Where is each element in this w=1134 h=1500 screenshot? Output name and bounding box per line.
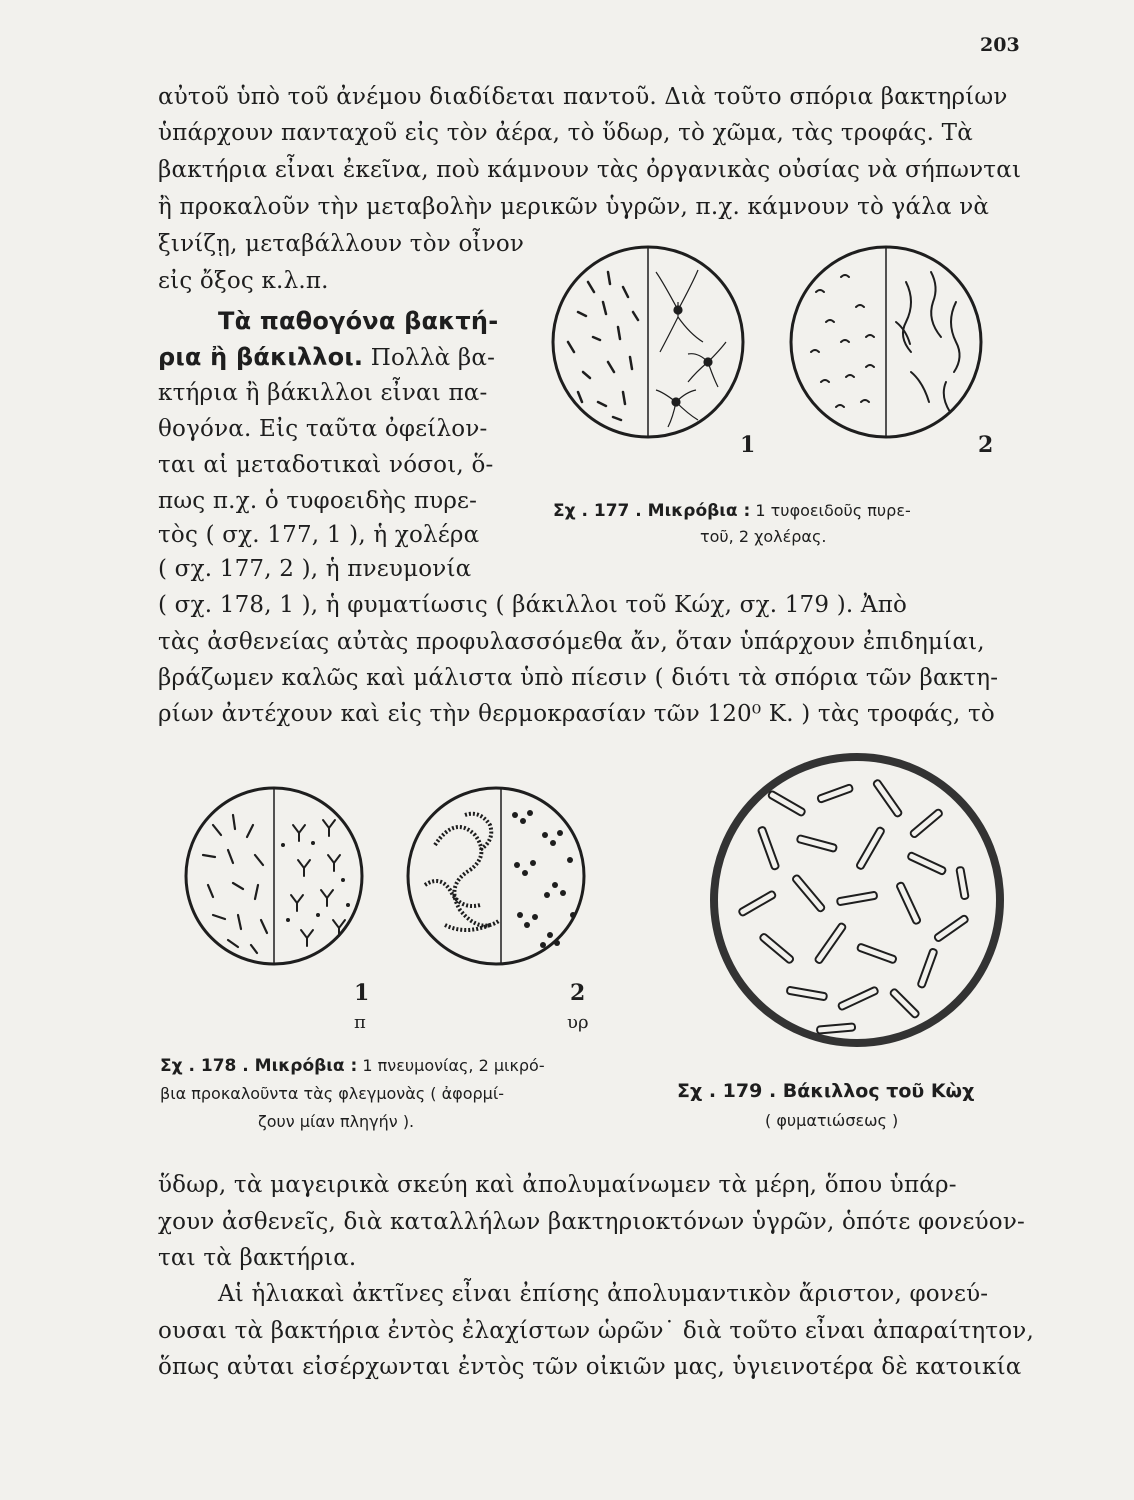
figure-177-caption-line2: τοῦ, 2 χολέρας. [700, 527, 827, 546]
text-line: ται τὰ βακτήρια. [158, 1245, 357, 1271]
figure-178-caption-line3: ζουν μίαν πληγήν ). [258, 1112, 415, 1131]
text-line: ὑπάρχουν πανταχοῦ εἰς τὸν ἀέρα, τὸ ὕδωρ, τὸ χῶμα, τὰς τροφάς. Τὰ [158, 120, 973, 146]
text-line: βράζωμεν καλῶς καὶ μάλιστα ὑπὸ πίεσιν ( διότι τὰ σπόρια τῶν βακτη- [158, 665, 999, 691]
text-line: ( σχ. 177, 2 ), ἡ πνευμονία [158, 556, 472, 582]
text-line: ται αἱ μεταδοτικαὶ νόσοι, ὅ- [158, 452, 494, 478]
figure-178-caption [160, 1055, 545, 1077]
text-line: κτήρια ἢ βάκιλλοι εἶναι πα- [158, 380, 488, 406]
figure-179-caption-line2: ( φυματιώσεως ) [765, 1111, 899, 1130]
text-line: ἢ προκαλοῦν τὴν μεταβολὴν μερικῶν ὑγρῶν, π.χ. κάμνουν τὸ γάλα νὰ [158, 194, 990, 220]
figure-177-label-2: 2 [978, 432, 994, 458]
figure-178-caption-text: 1 πνευμονίας, 2 μικρό- [362, 1056, 545, 1075]
figure-177-typhoid-circle [548, 242, 748, 442]
page-number: 203 [980, 34, 1020, 56]
figure-178-pneumonia-circle [183, 785, 365, 967]
figure-179-caption-title [677, 1080, 974, 1103]
text-fragment: Πολλὰ βα- [370, 345, 496, 371]
figure-179-tuberculosis-circle [707, 750, 1007, 1050]
text-line-with-heading [158, 342, 495, 373]
figure-178-label-1: 1 [354, 980, 370, 1006]
text-line: Αἱ ἡλιακαὶ ἀκτῖνες εἶναι ἐπίσης ἀπολυμαντικὸν ἄριστον, φονεύ- [218, 1281, 989, 1307]
text-line: βακτήρια εἶναι ἐκεῖνα, ποὺ κάμνουν τὰς ὀργανικὰς οὐσίας νὰ σήπωνται [158, 157, 1022, 183]
text-line: ( σχ. 178, 1 ), ἡ φυματίωσις ( βάκιλλοι τοῦ Κώχ, σχ. 179 ). Ἀπὸ [158, 592, 908, 618]
figure-179-caption-title-text: Σχ . 179 . Βάκιλλος τοῦ Κὼχ [677, 1080, 975, 1102]
text-line: ουσαι τὰ βακτήρια ἐντὸς ἐλαχίστων ὡρῶν˙ διὰ τοῦτο εἶναι ἀπαραίτητον, [158, 1318, 1034, 1344]
figure-178-inflammation-circle [405, 785, 587, 967]
figure-178-caption-line2: βια προκαλοῦντα τὰς φλεγμονὰς ( ἀφορμί- [160, 1084, 504, 1103]
figure-177-caption-text: 1 τυφοειδοῦς πυρε- [755, 501, 911, 520]
figure-177-cholera-circle [786, 242, 986, 442]
figure-178-sublabel-1: π [354, 1012, 366, 1033]
text-line: αὐτοῦ ὑπὸ τοῦ ἀνέμου διαδίδεται παντοῦ. Διὰ τοῦτο σπόρια βακτηρίων [158, 84, 1008, 110]
figure-178-caption-title: Σχ . 178 . Μικρόβια : [160, 1056, 358, 1076]
text-line: ξινίζῃ, μεταβάλλουν τὸν οἶνον [158, 231, 525, 257]
figure-177-caption-title: Σχ . 177 . Μικρόβια : [553, 501, 751, 521]
section-heading-cont: ρια ἢ βάκιλλοι. [158, 343, 364, 371]
figure-177-caption [553, 500, 911, 522]
text-line: εἰς ὄξος κ.λ.π. [158, 268, 329, 294]
text-line: ρίων ἀντέχουν καὶ εἰς τὴν θερμοκρασίαν τῶν 120⁰ Κ. ) τὰς τροφάς, τὸ [158, 701, 995, 727]
section-heading: Τὰ παθογόνα βακτή- [218, 307, 499, 335]
text-line: ὕδωρ, τὰ μαγειρικὰ σκεύη καὶ ἀπολυμαίνωμεν τὰ μέρη, ὅπου ὑπάρ- [158, 1172, 957, 1198]
text-line: πως π.χ. ὁ τυφοειδὴς πυρε- [158, 488, 478, 514]
text-line: θογόνα. Εἰς ταῦτα ὀφείλον- [158, 416, 488, 442]
text-line: τὸς ( σχ. 177, 1 ), ἡ χολέρα [158, 522, 480, 548]
figure-178-label-2: 2 [570, 980, 586, 1006]
text-line: ὅπως αὐται εἰσέρχωνται ἐντὸς τῶν οἰκιῶν μας, ὑγιεινοτέρα δὲ κατοικία [158, 1354, 1022, 1380]
figure-178-sublabel-2: υρ [567, 1012, 589, 1033]
text-line: χουν ἀσθενεῖς, διὰ καταλλήλων βακτηριοκτόνων ὑγρῶν, ὁπότε φονεύον- [158, 1209, 1025, 1235]
text-line: τὰς ἀσθενείας αὐτὰς προφυλασσόμεθα ἄν, ὅταν ὑπάρχουν ἐπιδημίαι, [158, 629, 985, 655]
figure-177-label-1: 1 [740, 432, 756, 458]
